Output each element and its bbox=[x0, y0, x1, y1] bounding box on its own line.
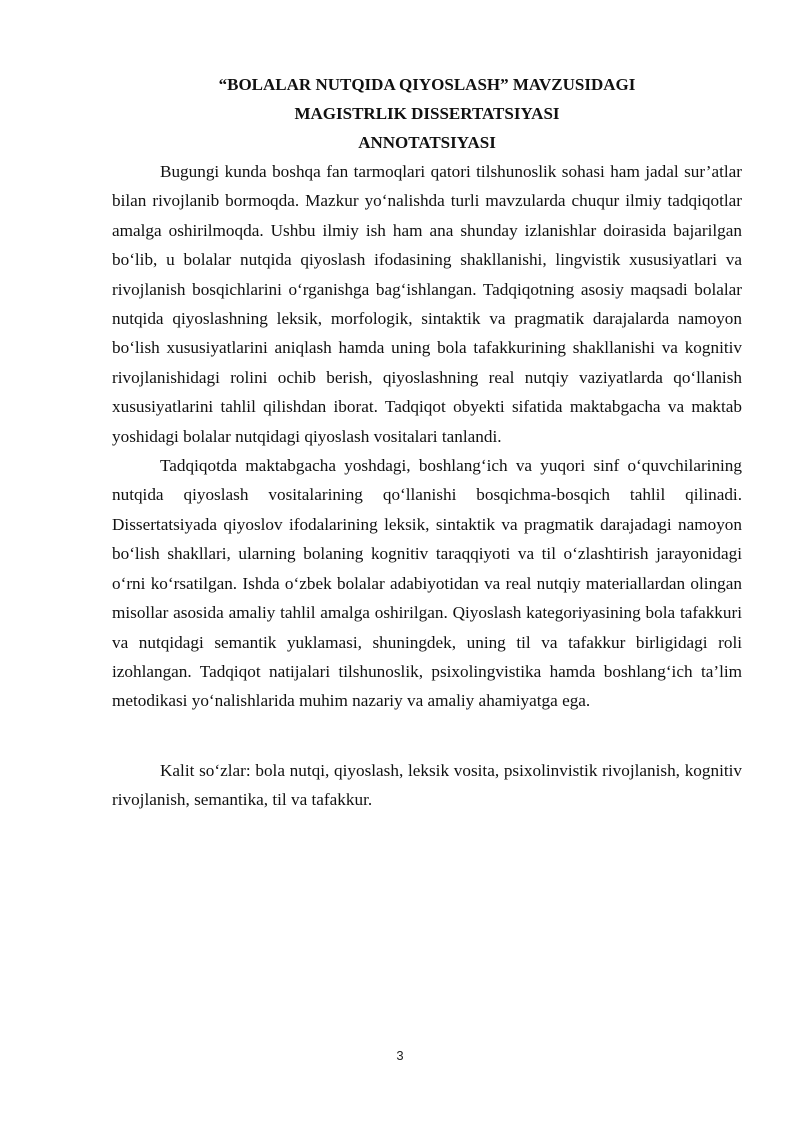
document-title-line-1: “BOLALAR NUTQIDA QIYOSLASH” MAVZUSIDAGI bbox=[218, 75, 636, 94]
page-number: 3 bbox=[396, 1048, 404, 1063]
document-page bbox=[112, 70, 742, 815]
keywords-paragraph: Kalit so‘zlar: bola nutqi, qiyoslash, leksik vosita, psixolinvistik rivojlanish, kognitiv rivojlanish, semantika, til va tafakkur. bbox=[112, 760, 742, 810]
document-title-line-3: ANNOTATSIYASI bbox=[358, 133, 496, 152]
annotation-paragraph-1: Bugungi kunda boshqa fan tarmoqlari qatori tilshunoslik sohasi ham jadal sur’atlar bilan rivojlanib bormoqda. Mazkur yo‘nalishda turli mavzularda chuqur ilmiy tadqiqotlar amalga oshirilmoqda. Ushbu ilmiy ish ham ana shunday izlanishlar doirasida bajarilgan bo‘lib, u bolalar nutqida qiyoslash ifodasining shakllanishi, lingvistik xususiyatlari va rivojlanish bosqichlarini o‘rganishga bag‘ishlangan. Tadqiqotning asosiy maqsadi bolalar nutqida qiyoslashning leksik, morfologik, sintaktik va pragmatik darajalarda namoyon bo‘lish xususiyatlarini aniqlash hamda uning bola tafakkurining shakllanishi va kognitiv rivojlanishidagi rolini ochib berish, qiyoslashning real nutqiy vaziyatlarda qo‘llanish xususiyatlarini tahlil qilishdan iborat. Tadqiqot obyekti sifatida maktabgacha va maktab yoshidagi bolalar nutqidagi qiyoslash vositalari tanlandi. bbox=[112, 162, 742, 446]
annotation-paragraph-2: Tadqiqotda maktabgacha yoshdagi, boshlang‘ich va yuqori sinf o‘quvchilarining nutqida qiyoslash vositalarining qo‘llanishi bosqichma-bosqich tahlil qilinadi. Dissertatsiyada qiyoslov ifodalarining leksik, sintaktik va pragmatik darajadagi namoyon bo‘lish shakllari, ularning bolaning kognitiv taraqqiyoti va til o‘zlashtirish jarayonidagi o‘rni ko‘rsatilgan. Ishda o‘zbek bolalar adabiyotidan va real nutqiy materiallardan olingan misollar asosida amaliy tahlil amalga oshirilgan. Qiyoslash kategoriyasining bola tafakkuri va nutqidagi semantik yuklamasi, shuningdek, uning til va tafakkur birligidagi roli izohlangan. Tadqiqot natijalari tilshunoslik, psixolingvistika hamda boshlang‘ich ta’lim metodikasi yo‘nalishlarida muhim nazariy va amaliy ahamiyatga ega. bbox=[112, 456, 742, 711]
document-title-line-2: MAGISTRLIK DISSERTATSIYASI bbox=[294, 104, 560, 123]
